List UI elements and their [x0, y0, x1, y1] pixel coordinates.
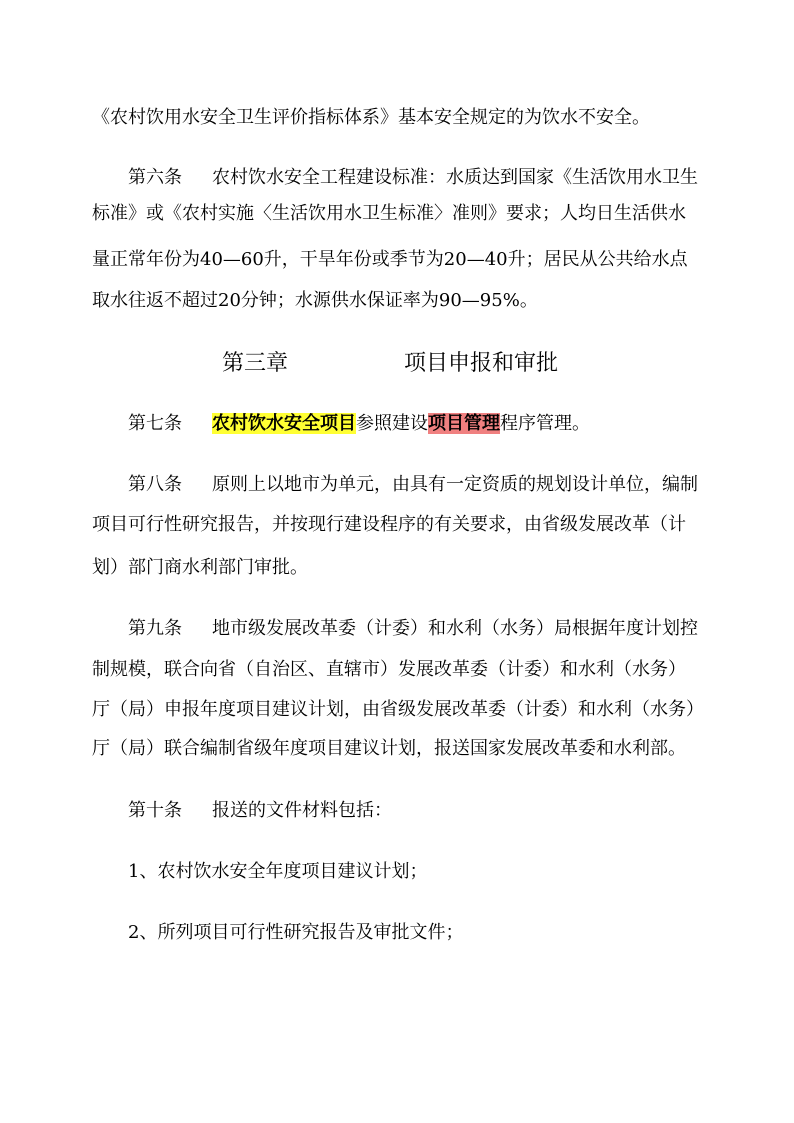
article-8-line-3: 划）部门商水利部门审批。: [92, 557, 308, 578]
article-9-text: 地市级发展改革委（计委）和水利（水务）局根据年度计划控: [212, 618, 698, 639]
paragraph-line: 《农村饮用水安全卫生评价指标体系》基本安全规定的为饮水不安全。: [92, 107, 650, 128]
article-7-line: [128, 406, 704, 442]
highlight-project-management: 项目管理: [428, 413, 500, 434]
article-9-line-3: 厅（局）申报年度项目建议计划，由省级发展改革委（计委）和水利（水务）: [92, 699, 704, 720]
article-8-line-1: [128, 467, 704, 503]
article-6-line-2: 标准》或《农村实施〈生活饮用水卫生标准〉准则》要求；人均日生活供水: [92, 203, 686, 224]
article-8-text: 原则上以地市为单元，由具有一定资质的规划设计单位，编制: [212, 474, 698, 495]
article-6-line-1: [128, 160, 704, 196]
article-9-line-4: 厅（局）联合编制省级年度项目建议计划，报送国家发展改革委和水利部。: [92, 738, 686, 759]
chapter-title: 项目申报和审批: [404, 351, 559, 376]
list-item-2: 2、所列项目可行性研究报告及审批文件；: [128, 922, 464, 943]
article-7-tail: 程序管理。: [500, 413, 590, 434]
list-item-1: 1、农村饮水安全年度项目建议计划；: [128, 861, 428, 882]
article-7-mid: 参照建设: [356, 413, 428, 434]
article-6-line-4: 取水往返不超过20分钟；水源供水保证率为90—95%。: [92, 290, 538, 311]
article-8-line-2: 项目可行性研究报告，并按现行建设程序的有关要求，由省级发展改革（计: [92, 514, 686, 535]
chapter-number: 第三章: [222, 351, 289, 376]
article-10-text: 报送的文件材料包括：: [212, 800, 392, 821]
article-10-line: [128, 793, 704, 829]
article-6-label: 第六条: [128, 167, 182, 188]
article-9-line-2: 制规模，联合向省（自治区、直辖市）发展改革委（计委）和水利（水务）: [92, 659, 686, 680]
article-8-label: 第八条: [128, 474, 182, 495]
article-6-text: 农村饮水安全工程建设标准：水质达到国家《生活饮用水卫生: [212, 167, 698, 188]
article-9-line-1: [128, 611, 704, 647]
article-9-label: 第九条: [128, 618, 182, 639]
highlight-rural-water-project: 农村饮水安全项目: [212, 413, 356, 434]
article-7-label: 第七条: [128, 413, 182, 434]
article-6-line-3: 量正常年份为40—60升，干旱年份或季节为20—40升；居民从公共给水点: [92, 249, 688, 270]
article-10-label: 第十条: [128, 800, 182, 821]
